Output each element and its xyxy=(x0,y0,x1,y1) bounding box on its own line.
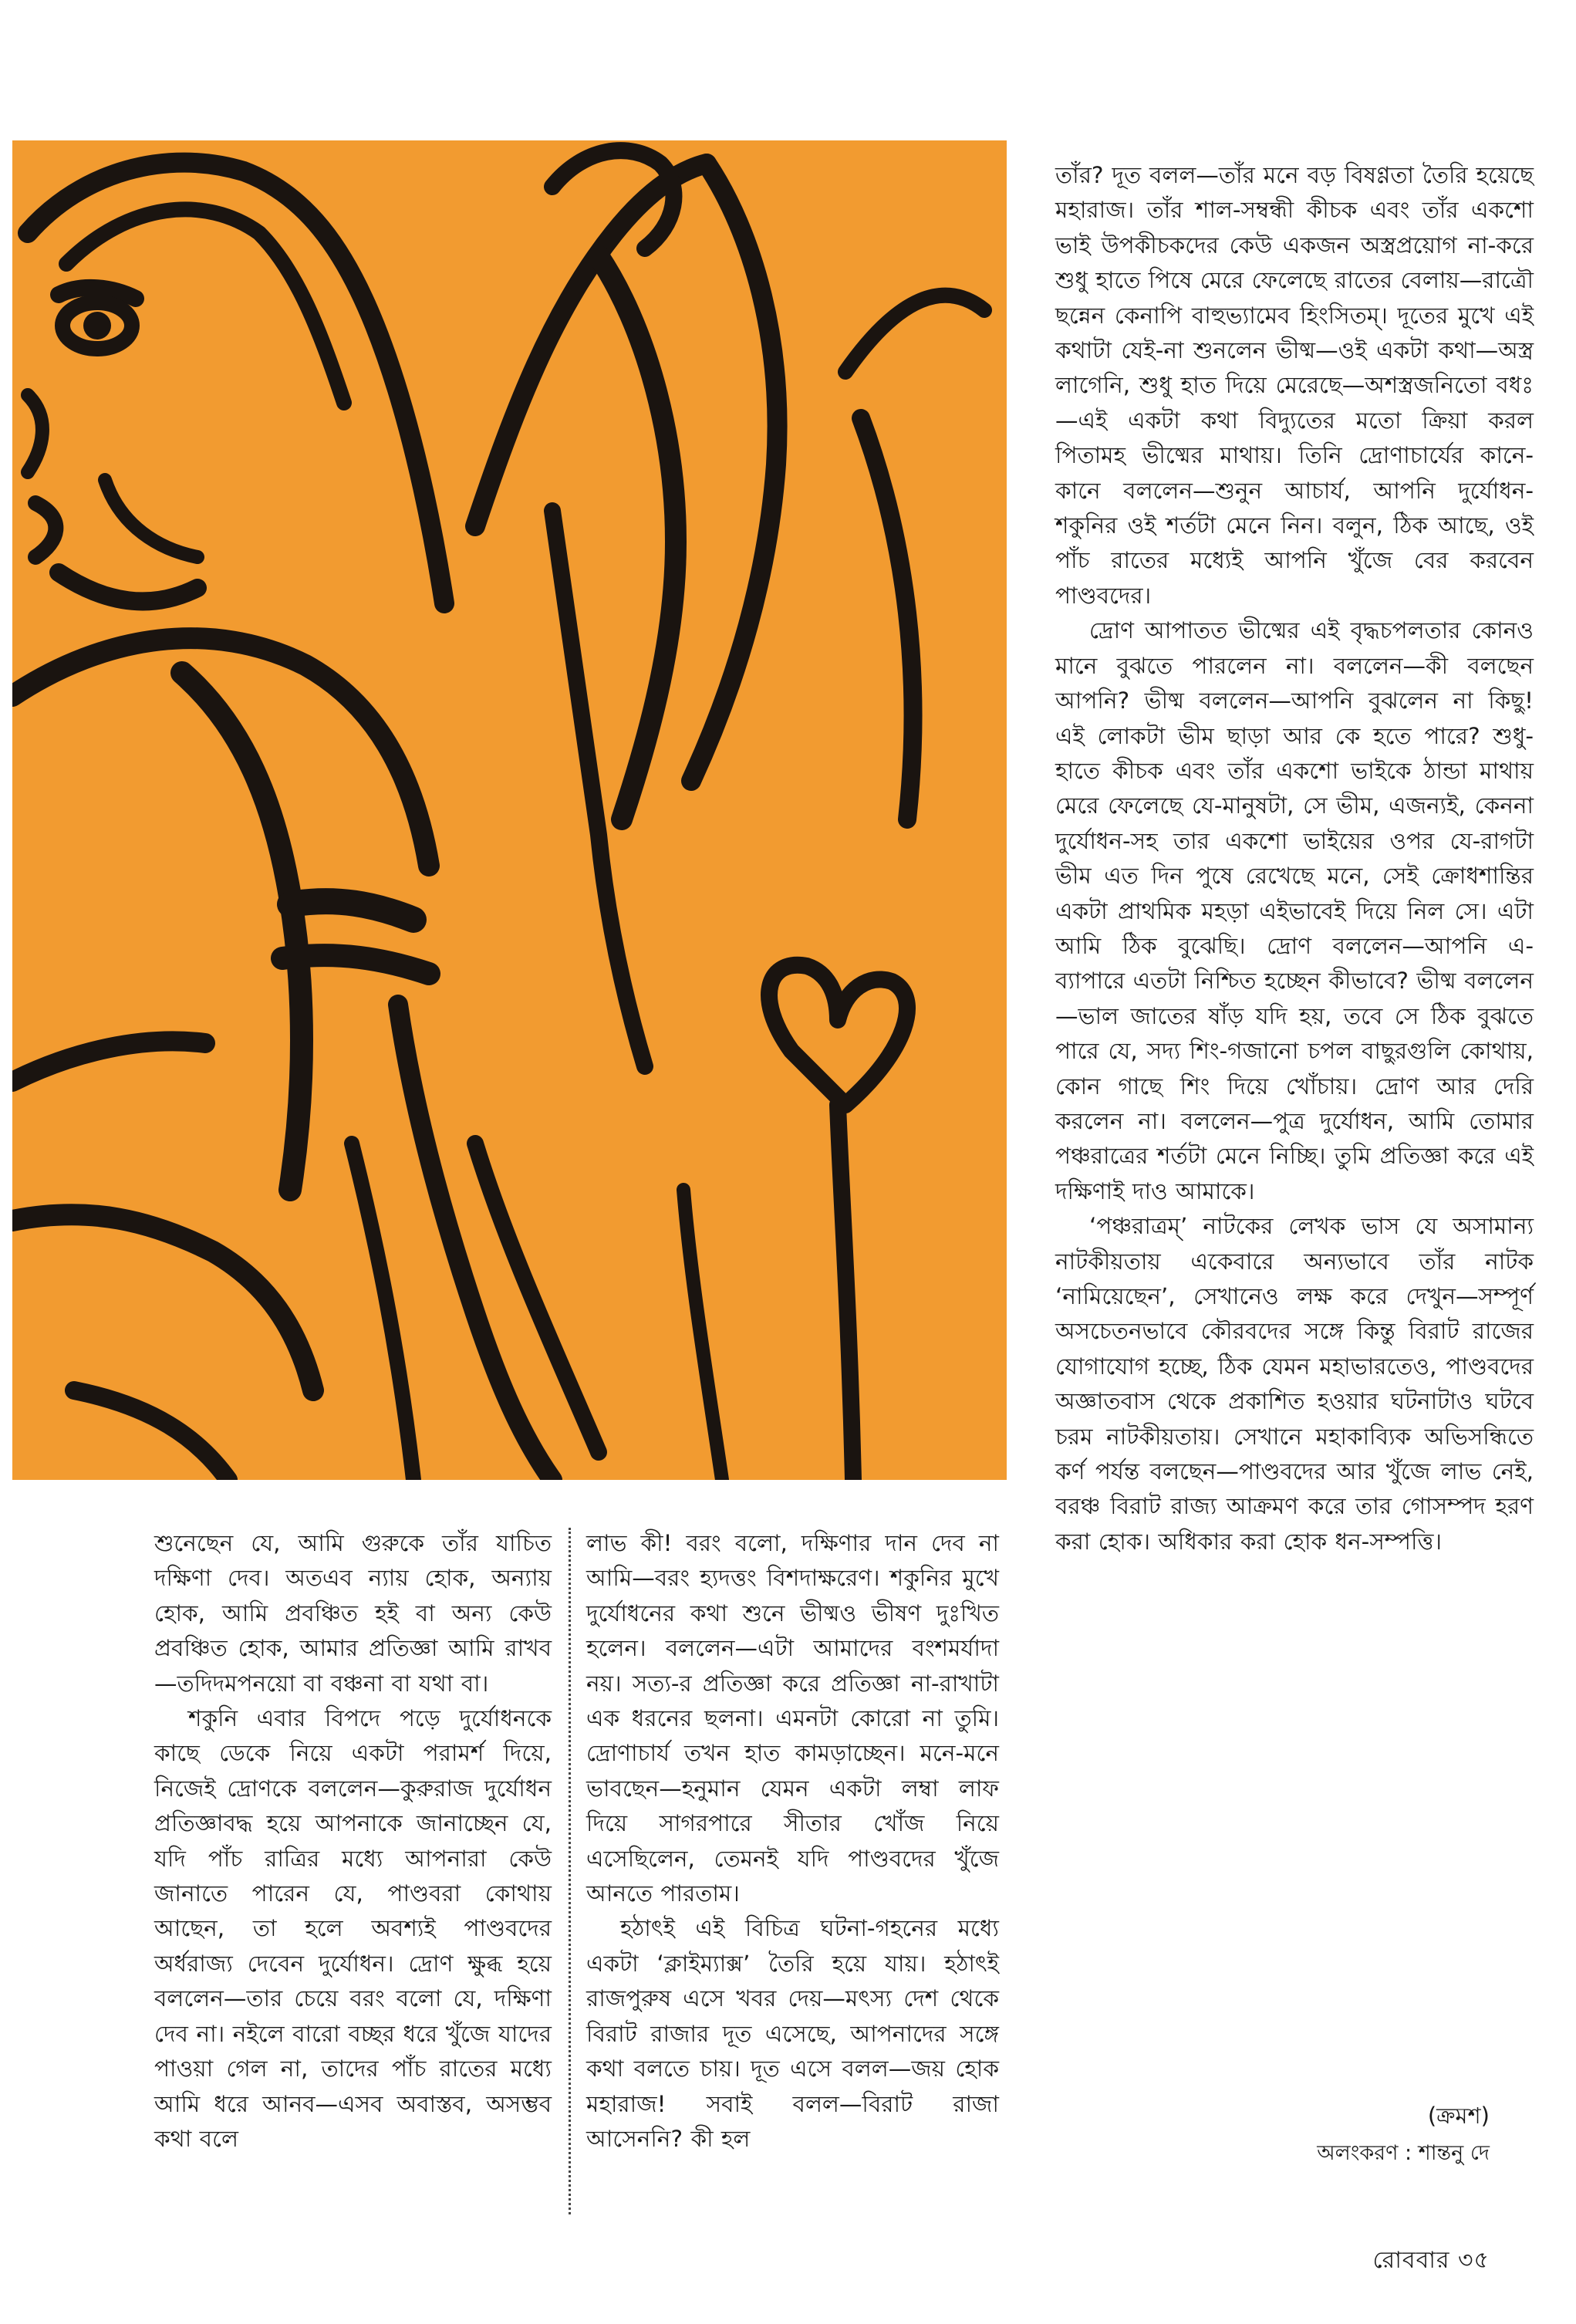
series-continued-note: (ক্রমশ) xyxy=(1427,2103,1490,2129)
page-folio: রোববার ৩৫ xyxy=(1372,2247,1490,2274)
paragraph: হঠাৎই এই বিচিত্র ঘটনা-গহনের মধ্যে একটা ‘ক্লাইম্যাক্স’ তৈরি হয়ে যায়। হঠাৎই রাজপুরুষ এসে খবর দেয়—মৎস্য দেশ থেকে বিরাট রাজার দূত এসেছে, আপনাদের সঙ্গে কথা বলতে চায়। দূত এসে বলল—জয় হোক মহারাজ! সবাই বলল—বিরাট রাজা আসেননি? কী হল xyxy=(586,1915,999,2152)
paragraph: শুনেছেন যে, আমি গুরুকে তাঁর যাচিত দক্ষিণা দেব। অতএব ন্যায় হোক, অন্যায় হোক, আমি প্রবঞ্চিত হই বা অন্য কেউ প্রবঞ্চিত হোক, আমার প্রতিজ্ঞা আমি রাখব—তদিদমপনয়ো বা বঞ্চনা বা যথা বা। xyxy=(154,1530,552,1697)
paragraph: তাঁর? দূত বলল—তাঁর মনে বড় বিষণ্ণতা তৈরি হয়েছে মহারাজ। তাঁর শাল-সম্বন্ধী কীচক এবং তাঁর একশো ভাই উপকীচকদের কেউ একজন অস্ত্রপ্রয়োগ না-করে শুধু হাতে পিষে মেরে ফেলেছে রাতের বেলায়—রাত্রৌ ছন্নেন কেনাপি বাহুভ্যামেব হিংসিতম্। দূতের মুখে এই কথাটা যেই-না শুনলেন ভীষ্ম—ওই একটা কথা—অস্ত্র লাগেনি, শুধু হাত দিয়ে মেরেছে—অশস্ত্রজনিতো বধঃ—এই একটা কথা বিদ্যুতের মতো ক্রিয়া করল পিতামহ ভীষ্মের মাথায়। তিনি দ্রোণাচার্যের কানে-কানে বললেন—শুনুন আচার্য, আপনি দুর্যোধন-শকুনির ওই শর্তটা মেনে নিন। বলুন, ঠিক আছে, ওই পাঁচ রাতের মধ্যেই আপনি খুঁজে বের করবেন পাণ্ডবদের। xyxy=(1055,162,1534,609)
article-column-right xyxy=(1055,158,1534,1559)
paragraph: দ্রোণ আপাতত ভীষ্মের এই বৃদ্ধচপলতার কোনও মানে বুঝতে পারলেন না। বললেন—কী বলছেন আপনি? ভীষ্ম বললেন—আপনি বুঝলেন না কিছু! এই লোকটা ভীম ছাড়া আর কে হতে পারে? শুধু-হাতে কীচক এবং তাঁর একশো ভাইকে ঠান্ডা মাথায় মেরে ফেলেছে যে-মানুষটা, সে ভীম, এজন্যই, কেননা দুর্যোধন-সহ তার একশো ভাইয়ের ওপর যে-রাগটা ভীম এত দিন পুষে রেখেছে মনে, সেই ক্রোধশান্তির একটা প্রাথমিক মহড়া এইভাবেই দিয়ে নিল সে। এটা আমি ঠিক বুঝেছি। দ্রোণ বললেন—আপনি এ-ব্যাপারে এতটা নিশ্চিত হচ্ছেন কীভাবে? ভীষ্ম বললেন—ভাল জাতের ষাঁড় যদি হয়, তবে সে ঠিক বুঝতে পারে যে, সদ্য শিং-গজানো চপল বাছুরগুলি কোথায়, কোন গাছে শিং দিয়ে খোঁচায়। দ্রোণ আর দেরি করলেন না। বললেন—পুত্র দুর্যোধন, আমি তোমার পঞ্চরাত্রের শর্তটা মেনে নিচ্ছি। তুমি প্রতিজ্ঞা করে এই দক্ষিণাই দাও আমাকে। xyxy=(1055,617,1534,1204)
illustration-background xyxy=(12,140,1007,1480)
paragraph: শকুনি এবার বিপদে পড়ে দুর্যোধনকে কাছে ডেকে নিয়ে একটা পরামর্শ দিয়ে, নিজেই দ্রোণকে বললেন—কুরুরাজ দুর্যোধন প্রতিজ্ঞাবদ্ধ হয়ে আপনাকে জানাচ্ছেন যে, যদি পাঁচ রাত্রির মধ্যে আপনারা কেউ জানাতে পারেন যে, পাণ্ডবরা কোথায় আছেন, তা হলে অবশ্যই পাণ্ডবদের অর্ধরাজ্য দেবেন দুর্যোধন। দ্রোণ ক্ষুব্ধ হয়ে বললেন—তার চেয়ে বরং বলো যে, দক্ষিণা দেব না। নইলে বারো বচ্ছর ধরে খুঁজে যাদের পাওয়া গেল না, তাদের পাঁচ রাতের মধ্যে আমি ধরে আনব—এসব অবাস্তব, অসম্ভব কথা বলে xyxy=(154,1705,552,2152)
illustration-artwork xyxy=(12,140,1007,1480)
article-illustration xyxy=(12,140,1007,1480)
article-column-middle xyxy=(586,1526,999,2157)
column-divider xyxy=(569,1528,571,2214)
paragraph: ‘পঞ্চরাত্রম্’ নাটকের লেখক ভাস যে অসামান্য নাটকীয়তায় একেবারে অন্যভাবে তাঁর নাটক ‘নামিয়েছেন’, সেখানেও লক্ষ করে দেখুন—সম্পূর্ণ অসচেতনভাবে কৌরবদের সঙ্গে কিন্তু বিরাট রাজের যোগাযোগ হচ্ছে, ঠিক যেমন মহাভারতেও, পাণ্ডবদের অজ্ঞাতবাস থেকে প্রকাশিত হওয়ার ঘটনাটাও ঘটবে চরম নাটকীয়তায়। সেখানে মহাকাব্যিক অভিসন্ধিতে কর্ণ পর্যন্ত বলছেন—পাণ্ডবদের আর খুঁজে লাভ নেই, বরঞ্চ বিরাট রাজ্য আক্রমণ করে তার গোসম্পদ হরণ করা হোক। অধিকার করা হোক ধন-সম্পত্তি। xyxy=(1055,1213,1534,1555)
paragraph: লাভ কী! বরং বলো, দক্ষিণার দান দেব না আমি—বরং হ্যদত্তং বিশদাক্ষরেণ। শকুনির মুখে দুর্যোধনের কথা শুনে ভীষ্মও ভীষণ দুঃখিত হলেন। বললেন—এটা আমাদের বংশমর্যাদা নয়। সত্য-র প্রতিজ্ঞা করে প্রতিজ্ঞা না-রাখাটা এক ধরনের ছলনা। এমনটা কোরো না তুমি। দ্রোণাচার্য তখন হাত কামড়াচ্ছেন। মনে-মনে ভাবছেন—হনুমান যেমন একটা লম্বা লাফ দিয়ে সাগরপারে সীতার খোঁজ নিয়ে এসেছিলেন, তেমনই যদি পাণ্ডবদের খুঁজে আনতে পারতাম। xyxy=(586,1530,999,1907)
article-column-left xyxy=(154,1526,552,2157)
illustration-credit: অলংকরণ : শান্তনু দে xyxy=(1317,2141,1490,2165)
